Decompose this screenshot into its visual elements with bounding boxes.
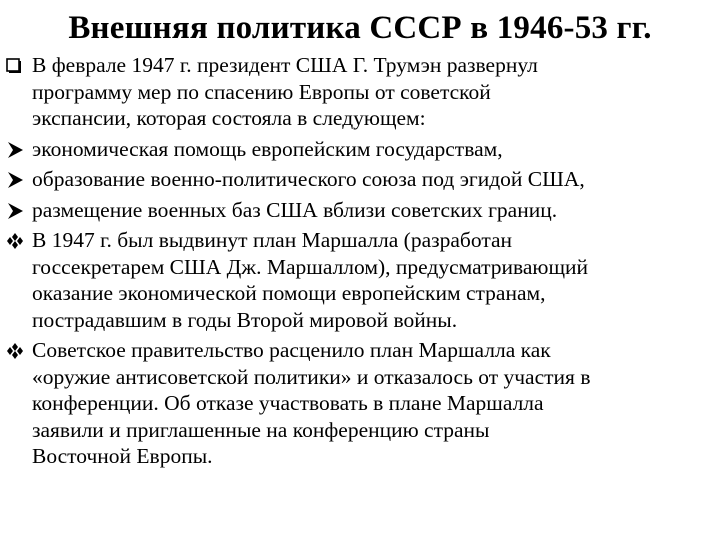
slide-title: Внешняя политика СССР в 1946-53 гг. [68, 10, 652, 46]
item-line: оказание экономической помощи европейским странам, [32, 281, 546, 305]
item-line: программу мер по спасению Европы от советской [32, 79, 491, 104]
bullet-item [5, 52, 717, 132]
item-line: В феврале 1947 г. президент США Г. Трумэн развернул [32, 53, 538, 77]
bullet-item [5, 227, 717, 333]
item-line: «оружие антисоветской политики» и отказалось от участия в [32, 364, 591, 389]
item-line: Восточной Европы. [32, 444, 213, 468]
square-checkbox-icon [6, 57, 26, 75]
item-line: конференции. Об отказе участвовать в плане Маршалла [32, 391, 544, 415]
item-line: размещение военных баз США вблизи советских границ. [32, 197, 558, 222]
diamond-cluster-icon [6, 232, 26, 250]
arrowhead-icon [6, 141, 26, 159]
item-line: Советское правительство расценило план Маршалла как [32, 338, 551, 362]
bullet-item [5, 197, 717, 224]
item-line: экономическая помощь европейским государствам, [32, 136, 503, 161]
arrowhead-icon [6, 202, 26, 220]
bullet-item [5, 136, 717, 163]
item-line: госсекретарем США Дж. Маршаллом), предусматривающий [32, 254, 589, 279]
bullet-item [5, 166, 717, 193]
slide-body [5, 52, 717, 474]
item-line: экспансии, которая состояла в следующем: [32, 106, 426, 130]
item-line: образование военно-политического союза под эгидой США, [32, 167, 585, 191]
item-line: пострадавшим в годы Второй мировой войны. [32, 307, 458, 332]
bullet-item [5, 337, 717, 470]
item-line: В 1947 г. был выдвинут план Маршалла (разработан [32, 228, 513, 252]
diamond-cluster-icon [6, 342, 26, 360]
item-line: заявили и приглашенные на конференцию страны [32, 417, 490, 442]
arrowhead-icon [6, 171, 26, 189]
